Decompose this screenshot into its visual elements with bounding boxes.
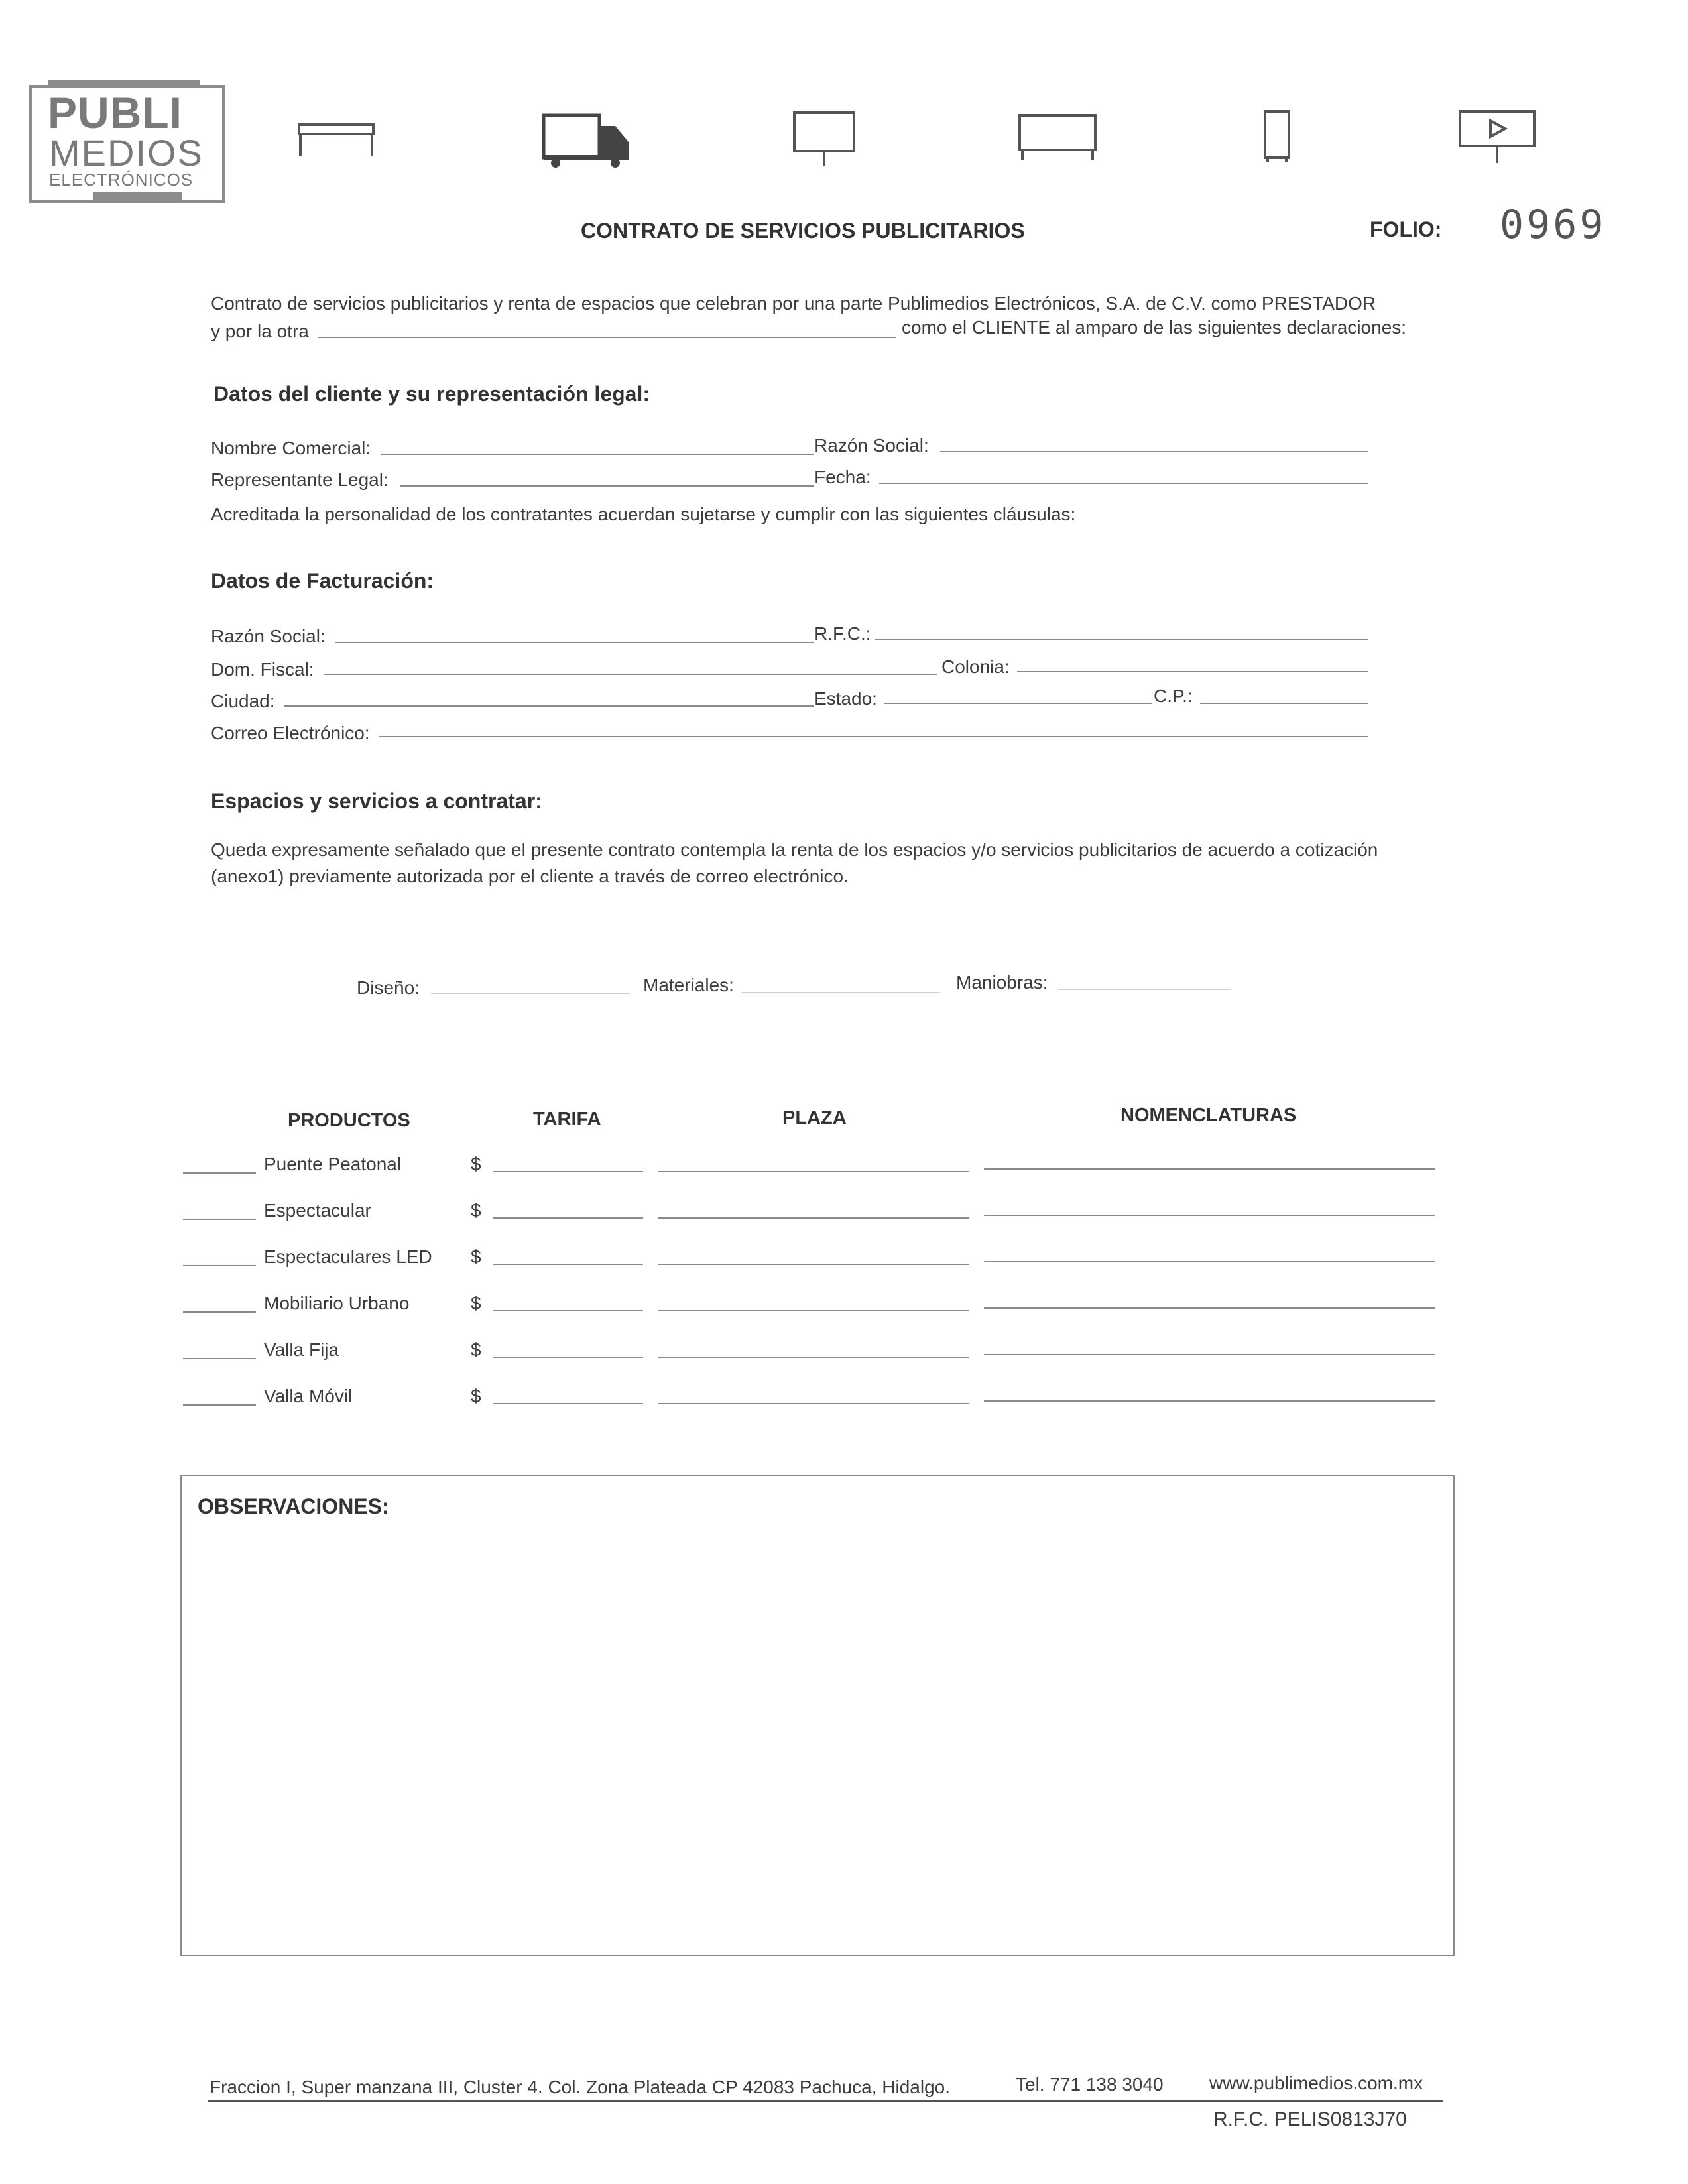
folio-number: 0969 bbox=[1500, 202, 1606, 248]
quantity-field[interactable] bbox=[183, 1172, 256, 1174]
header-productos: PRODUCTOS bbox=[288, 1110, 410, 1131]
company-logo bbox=[29, 80, 224, 202]
services-text-line-2: (anexo1) previamente autorizada por el cliente a través de correo electrónico. bbox=[211, 866, 849, 886]
footer-divider bbox=[208, 2100, 1443, 2102]
tarifa-field[interactable] bbox=[493, 1310, 643, 1311]
product-label: Espectaculares LED bbox=[264, 1246, 432, 1267]
plaza-field[interactable] bbox=[658, 1403, 969, 1404]
maniobras-field[interactable] bbox=[1058, 989, 1231, 990]
product-label: Valla Fija bbox=[264, 1339, 339, 1360]
colonia-field[interactable] bbox=[1017, 671, 1368, 672]
logo-line-1: PUBLI bbox=[48, 88, 182, 137]
street-furniture-icon bbox=[1261, 109, 1294, 163]
plaza-field[interactable] bbox=[658, 1264, 969, 1265]
nomenclatura-field[interactable] bbox=[984, 1307, 1435, 1309]
representante-legal-field[interactable] bbox=[400, 485, 814, 487]
quantity-field[interactable] bbox=[183, 1404, 256, 1406]
billing-razon-social-field[interactable] bbox=[335, 642, 814, 643]
footer-phone: Tel. 771 138 3040 bbox=[1016, 2074, 1164, 2094]
plaza-field[interactable] bbox=[658, 1171, 969, 1172]
materiales-label: Materiales: bbox=[643, 975, 734, 995]
services-text-line-1: Queda expresamente señalado que el presente contrato contempla la renta de los espacios y/o servicios publicitarios de acuerdo a cotización bbox=[211, 839, 1378, 860]
rfc-label: R.F.C.: bbox=[814, 623, 871, 644]
billing-razon-social-label: Razón Social: bbox=[211, 626, 326, 646]
footer-address: Fraccion I, Super manzana III, Cluster 4. Col. Zona Plateada CP 42083 Pachuca, Hidalgo. bbox=[210, 2077, 950, 2097]
fecha-label: Fecha: bbox=[814, 467, 871, 487]
wide-billboard-icon bbox=[1017, 113, 1099, 162]
tarifa-field[interactable] bbox=[493, 1171, 643, 1172]
billing-section-heading: Datos de Facturación: bbox=[211, 569, 434, 593]
acreditada-text: Acreditada la personalidad de los contratantes acuerdan sujetarse y cumplir con las siguientes cláusulas: bbox=[211, 504, 1076, 524]
estado-field[interactable] bbox=[884, 703, 1152, 704]
nomenclatura-field[interactable] bbox=[984, 1168, 1435, 1170]
header-nomenclaturas: NOMENCLATURAS bbox=[1120, 1105, 1297, 1126]
contract-title: CONTRATO DE SERVICIOS PUBLICITARIOS bbox=[581, 219, 1025, 243]
materiales-field[interactable] bbox=[741, 992, 940, 993]
cp-field[interactable] bbox=[1200, 703, 1368, 704]
cp-label: C.P.: bbox=[1154, 686, 1193, 706]
diseno-field[interactable] bbox=[431, 993, 630, 994]
quantity-field[interactable] bbox=[183, 1265, 256, 1266]
folio-label: FOLIO: bbox=[1370, 217, 1442, 241]
fecha-field[interactable] bbox=[879, 483, 1368, 484]
product-label: Mobiliario Urbano bbox=[264, 1293, 410, 1313]
ciudad-field[interactable] bbox=[284, 705, 814, 707]
billboard-icon bbox=[792, 110, 858, 167]
quantity-field[interactable] bbox=[183, 1311, 256, 1313]
dom-fiscal-field[interactable] bbox=[324, 674, 937, 675]
correo-field[interactable] bbox=[379, 736, 1368, 737]
led-screen-icon bbox=[1457, 109, 1538, 164]
razon-social-label: Razón Social: bbox=[814, 435, 929, 455]
intro-line-2-start: y por la otra bbox=[211, 321, 309, 341]
tarifa-field[interactable] bbox=[493, 1264, 643, 1265]
estado-label: Estado: bbox=[814, 688, 877, 709]
currency-symbol: $ bbox=[471, 1293, 481, 1313]
product-label: Espectacular bbox=[264, 1200, 371, 1221]
truck-icon bbox=[541, 111, 631, 168]
plaza-field[interactable] bbox=[658, 1357, 969, 1358]
plaza-field[interactable] bbox=[658, 1310, 969, 1311]
currency-symbol: $ bbox=[471, 1154, 481, 1174]
correo-label: Correo Electrónico: bbox=[211, 723, 370, 743]
currency-symbol: $ bbox=[471, 1339, 481, 1360]
nomenclatura-field[interactable] bbox=[984, 1354, 1435, 1355]
client-section-heading: Datos del cliente y su representación legal: bbox=[213, 382, 650, 406]
intro-line-2-end: como el CLIENTE al amparo de las siguientes declaraciones: bbox=[902, 317, 1407, 337]
observations-box[interactable] bbox=[180, 1475, 1455, 1956]
razon-social-field[interactable] bbox=[940, 451, 1368, 452]
nomenclatura-field[interactable] bbox=[984, 1261, 1435, 1262]
logo-line-3: ELECTRÓNICOS bbox=[49, 170, 194, 190]
observations-label: OBSERVACIONES: bbox=[198, 1494, 389, 1518]
product-label: Puente Peatonal bbox=[264, 1154, 402, 1174]
maniobras-label: Maniobras: bbox=[956, 972, 1048, 993]
header-tarifa: TARIFA bbox=[533, 1109, 601, 1130]
currency-symbol: $ bbox=[471, 1386, 481, 1406]
tarifa-field[interactable] bbox=[493, 1403, 643, 1404]
representante-legal-label: Representante Legal: bbox=[211, 469, 389, 490]
nombre-comercial-label: Nombre Comercial: bbox=[211, 438, 371, 458]
footer-rfc: R.F.C. PELIS0813J70 bbox=[1213, 2108, 1407, 2130]
bridge-icon bbox=[297, 121, 377, 160]
currency-symbol: $ bbox=[471, 1246, 481, 1267]
ciudad-label: Ciudad: bbox=[211, 691, 275, 711]
currency-symbol: $ bbox=[471, 1200, 481, 1221]
rfc-field[interactable] bbox=[875, 639, 1368, 640]
nomenclatura-field[interactable] bbox=[984, 1215, 1435, 1216]
logo-line-2: MEDIOS bbox=[49, 132, 204, 174]
services-section-heading: Espacios y servicios a contratar: bbox=[211, 789, 542, 813]
colonia-label: Colonia: bbox=[941, 656, 1010, 677]
tarifa-field[interactable] bbox=[493, 1357, 643, 1358]
nombre-comercial-field[interactable] bbox=[381, 454, 814, 455]
intro-line-1: Contrato de servicios publicitarios y renta de espacios que celebran por una parte Publimedios Electrónicos, S.A. de C.V. como PRESTADOR bbox=[211, 293, 1376, 314]
footer-website[interactable]: www.publimedios.com.mx bbox=[1209, 2073, 1423, 2093]
diseno-label: Diseño: bbox=[357, 977, 420, 998]
header-plaza: PLAZA bbox=[782, 1107, 847, 1128]
quantity-field[interactable] bbox=[183, 1219, 256, 1220]
nomenclatura-field[interactable] bbox=[984, 1400, 1435, 1402]
client-name-field[interactable] bbox=[318, 337, 896, 338]
product-label: Valla Móvil bbox=[264, 1386, 353, 1406]
dom-fiscal-label: Dom. Fiscal: bbox=[211, 659, 314, 680]
quantity-field[interactable] bbox=[183, 1358, 256, 1359]
tarifa-field[interactable] bbox=[493, 1217, 643, 1219]
plaza-field[interactable] bbox=[658, 1217, 969, 1219]
